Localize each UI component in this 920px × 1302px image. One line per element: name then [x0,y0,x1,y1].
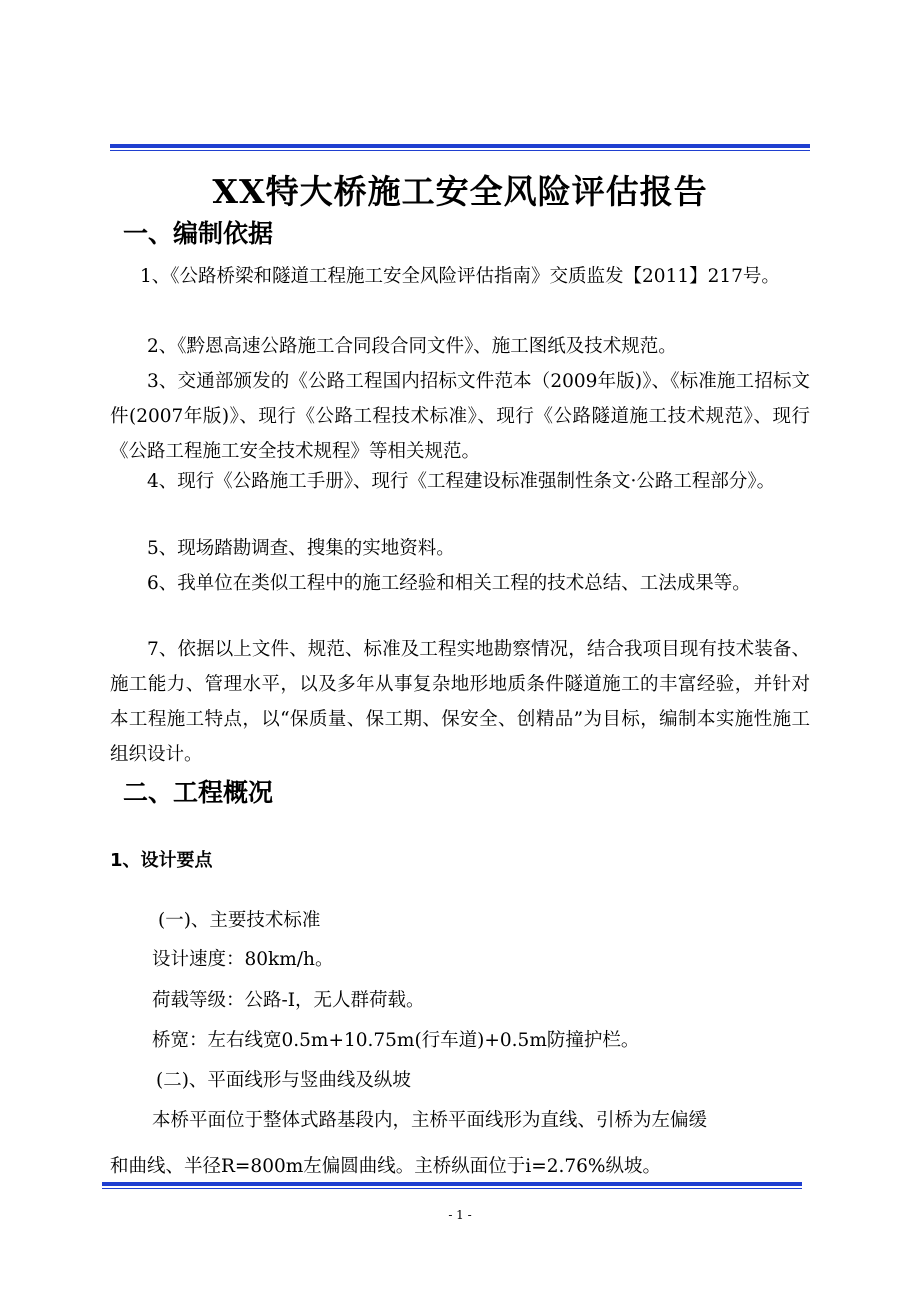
alignment-paragraph-line-1: 本桥平面位于整体式路基段内，主桥平面线形为直线、引桥为左偏缓 [152,1110,708,1131]
basis-item-7: 7、依据以上文件、规范、标准及工程实地勘察情况，结合我项目现有技术装备、施工能力、管理水平，以及多年从事复杂地形地质条件隧道施工的丰富经验，并针对本工程施工特点，以“保质量、保工期、保安全、创精品”为目标，编制本实施性施工组织设计。 [110,639,810,765]
subheading-design-points: 1、设计要点 [110,850,213,871]
load-grade: 荷载等级：公路-Ⅰ，无人群荷载。 [152,990,425,1011]
subsection-alignment: (二)、平面线形与竖曲线及纵坡 [156,1070,411,1091]
basis-item-1: 1、《公路桥梁和隧道工程施工安全风险评估指南》交质监发【2011】217号。 [140,266,780,287]
design-speed: 设计速度：80km/h。 [152,949,334,970]
subsection-technical-standards: (一)、主要技术标准 [158,910,321,931]
document-title: XX特大桥施工安全风险评估报告 [212,172,708,211]
bridge-width: 桥宽：左右线宽0.5m+10.75m(行车道)+0.5m防撞护栏。 [152,1030,640,1051]
section-heading-overview: 二、工程概况 [123,778,274,807]
basis-item-5: 5、现场踏勘调查、搜集的实地资料。 [147,538,455,559]
basis-item-6: 6、我单位在类似工程中的施工经验和相关工程的技术总结、工法成果等。 [147,573,751,594]
section-heading-basis: 一、编制依据 [123,219,274,248]
alignment-paragraph-line-2: 和曲线、半径R=800m左偏圆曲线。主桥纵面位于i=2.76%纵坡。 [110,1156,661,1177]
footer-rule [102,1182,802,1189]
basis-item-3: 3、交通部颁发的《公路工程国内招标文件范本（2009年版)》、《标准施工招标文件(2007年版)》、现行《公路工程技术标准》、现行《公路隧道施工技术规范》、现行《公路工程施工安全技术规程》等相关规范。 [110,371,810,462]
basis-item-4: 4、现行《公路施工手册》、现行《工程建设标准强制性条文·公路工程部分》。 [147,471,776,492]
basis-item-2: 2、《黔恩高速公路施工合同段合同文件》、施工图纸及技术规范。 [147,336,677,357]
header-rule [110,144,810,151]
page-number: - 1 - [448,1208,472,1222]
